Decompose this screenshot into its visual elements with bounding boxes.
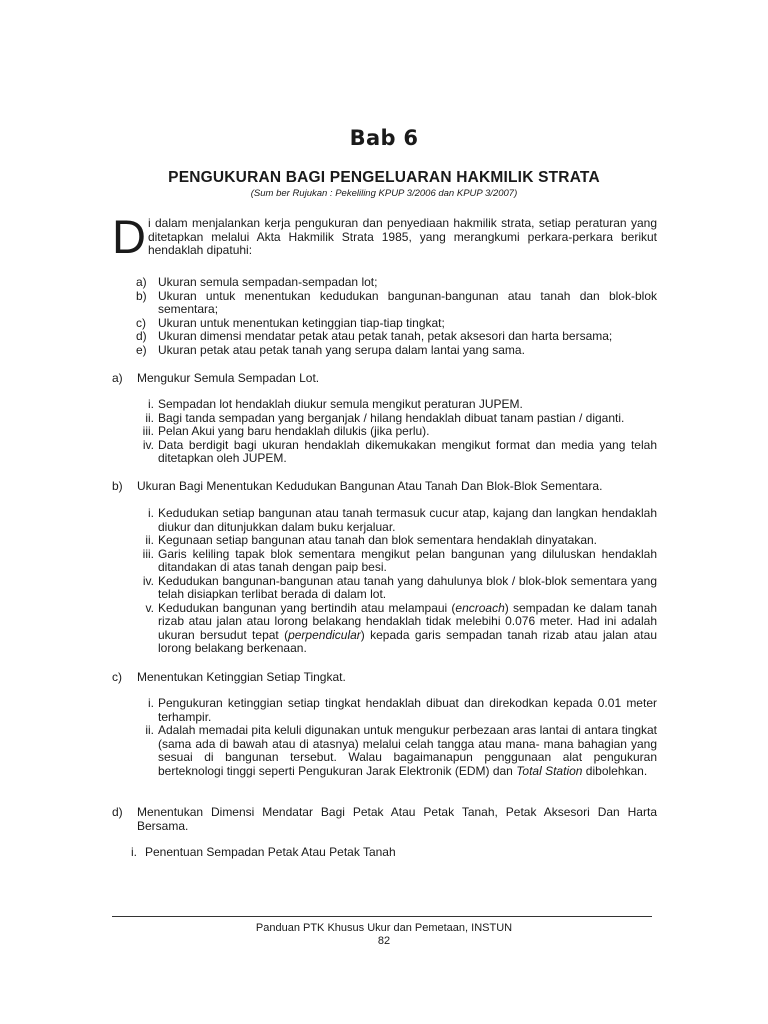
list-text: Pelan Akui yang baru hendaklah dilukis (jika perlu). — [158, 424, 430, 438]
summary-list — [136, 276, 657, 357]
list-item — [116, 724, 657, 778]
list-text: Pengukuran ketinggian setiap tingkat hendaklah dibuat dan direkodkan kepada 0.01 meter terhampir. — [158, 696, 657, 724]
list-item — [116, 575, 657, 602]
source-reference: (Sum ber Rujukan : Pekeliling KPUP 3/2006 dan KPUP 3/2007) — [250, 188, 518, 199]
section-title: Ukuran Bagi Menentukan Kedudukan Bangunan Atau Tanah Dan Blok-Blok Sementara. — [137, 479, 603, 493]
text-segment: ) sempadan ke dalam tanah rizab atau jalan atau lorong belakang hendaklah tidak melebihi 0.076 meter. Had ini adalah ukuran bersudut tepat ( — [158, 600, 657, 642]
section-c-list — [116, 697, 657, 778]
section-d-heading — [112, 806, 657, 833]
list-marker: ii. — [145, 723, 154, 737]
list-text: Garis keliling tapak blok sementara mengikut pelan bangunan yang diluluskan hendaklah ditandakan di atas tanah dengan paip besi. — [158, 546, 657, 574]
list-marker: ii. — [145, 410, 154, 425]
section-marker: b) — [112, 479, 123, 493]
list-item — [116, 548, 657, 575]
list-item — [116, 412, 657, 426]
italic-term: Total Station — [516, 763, 583, 778]
list-text: Ukuran semula sempadan-sempadan lot; — [158, 275, 378, 289]
list-marker: iii. — [142, 546, 154, 561]
footer-text: Panduan PTK Khusus Ukur dan Pemetaan, INSTUN — [255, 922, 513, 934]
chapter-title: PENGUKURAN BAGI PENGELUARAN HAKMILIK STRATA — [168, 169, 600, 186]
section-b-list — [116, 507, 657, 656]
list-item — [116, 398, 657, 412]
list-item — [136, 276, 657, 290]
list-text — [158, 602, 657, 656]
list-marker: iii. — [142, 424, 154, 438]
text-segment: dibolehkan. — [582, 763, 648, 778]
italic-term: perpendicular — [288, 627, 361, 642]
chapter-heading: Bab 6 — [349, 126, 419, 150]
section-marker: a) — [112, 371, 123, 385]
list-text: Kedudukan setiap bangunan atau tanah termasuk cucur atap, kajang dan langkan hendaklah diukur dan ditunjukkan dalam buku kerjaluar. — [158, 506, 657, 534]
list-marker: i. — [148, 397, 154, 411]
section-marker: c) — [112, 670, 122, 684]
list-text: Sempadan lot hendaklah diukur semula mengikut peraturan JUPEM. — [158, 397, 523, 411]
list-item — [116, 602, 657, 656]
list-item — [116, 439, 657, 466]
list-marker: v. — [145, 600, 154, 615]
section-a-list — [116, 398, 657, 466]
list-text — [158, 724, 657, 778]
section-marker: d) — [112, 805, 123, 819]
list-item — [116, 697, 657, 724]
list-text: Ukuran dimensi mendatar petak atau petak tanah, petak aksesori dan harta bersama; — [158, 329, 613, 343]
drop-cap: D — [112, 210, 146, 263]
intro-text: i dalam menjalankan kerja pengukuran dan penyediaan hakmilik strata, setiap peraturan yang ditetapkan melalui Akta Hakmilik Strata 1985, yang merangkumi perkara-perkara berikut hendaklah dipatuhi: — [147, 216, 657, 257]
intro-paragraph — [112, 210, 657, 263]
text-segment: ) kepada garis sempadan tanah rizab atau jalan atau lorong belakang berkenaan. — [158, 627, 657, 655]
list-item — [136, 290, 657, 317]
footer-divider — [112, 916, 652, 917]
section-c-heading — [112, 671, 657, 685]
list-text: Bagi tanda sempadan yang berganjak / hilang hendaklah dibuat tanam pastian / diganti. — [158, 410, 625, 425]
list-item — [116, 507, 657, 534]
list-marker: i. — [131, 845, 137, 859]
text-segment: Adalah memadai pita keluli digunakan untuk mengukur perbezaan aras lantai di antara tingkat (sama ada di bawah atau di atasnya) melalui celah tangga atau mana- mana bahagian yang sesuai di bangunan tersebut. Walau bagaimanapun penggunaan alat pengukuran berteknologi tinggi seperti Pengukuran Jarak Elektronik (EDM) dan — [158, 723, 657, 778]
list-text: Kedudukan bangunan-bangunan atau tanah yang dahulunya blok / blok-blok sementara yang telah disiapkan terlibat berada di dalam lot. — [158, 573, 657, 601]
list-text: Ukuran untuk menentukan kedudukan bangunan-bangunan atau tanah dan blok-blok sementara; — [158, 288, 657, 316]
list-item — [116, 425, 657, 439]
list-text: Ukuran untuk menentukan ketinggian tiap-tiap tingkat; — [158, 315, 445, 330]
list-marker: i. — [148, 696, 154, 710]
section-b-heading — [112, 480, 657, 494]
section-title: Menentukan Ketinggian Setiap Tingkat. — [137, 670, 346, 684]
list-item — [116, 846, 657, 860]
italic-term: encroach — [455, 600, 505, 615]
list-item — [136, 330, 657, 344]
section-title: Menentukan Dimensi Mendatar Bagi Petak Atau Petak Tanah, Petak Aksesori Dan Harta Bersama. — [137, 805, 657, 833]
list-marker: e) — [136, 342, 147, 357]
list-item — [136, 344, 657, 358]
list-text: Ukuran petak atau petak tanah yang serupa dalam lantai yang sama. — [158, 342, 525, 357]
page-number: 82 — [377, 935, 391, 947]
list-text: Data berdigit bagi ukuran hendaklah dikemukakan mengikut format dan media yang telah ditetapkan oleh JUPEM. — [158, 437, 657, 465]
list-marker: ii. — [145, 533, 154, 547]
section-d-list — [116, 846, 657, 860]
text-segment: Kedudukan bangunan yang bertindih atau melampaui ( — [158, 600, 456, 615]
list-item — [136, 317, 657, 331]
list-text: Penentuan Sempadan Petak Atau Petak Tanah — [145, 845, 396, 859]
list-marker: i. — [148, 506, 154, 520]
section-title: Mengukur Semula Sempadan Lot. — [137, 371, 320, 385]
list-marker: d) — [136, 329, 147, 343]
list-marker: a) — [136, 275, 147, 289]
list-text: Kegunaan setiap bangunan atau tanah dan blok sementara hendaklah dinyatakan. — [158, 533, 598, 547]
list-marker: c) — [136, 315, 146, 330]
list-marker: b) — [136, 288, 147, 303]
list-item — [116, 534, 657, 548]
list-marker: iv. — [142, 437, 154, 452]
list-marker: iv. — [142, 573, 154, 588]
section-a-heading — [112, 372, 657, 386]
